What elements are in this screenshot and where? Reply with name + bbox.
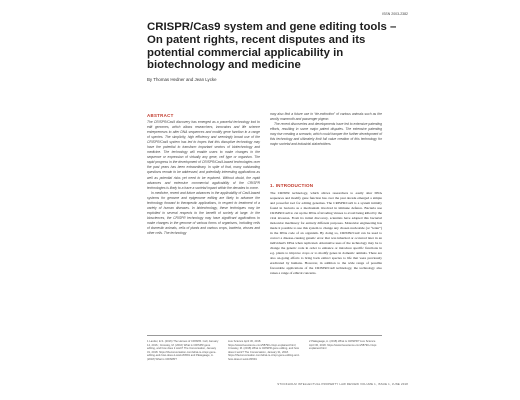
abstract-continued <box>270 112 382 147</box>
issn-label: ISSN 2003-2382 <box>382 12 408 16</box>
abstract-paragraph: In medicine, recent and future advances in the applicability of Cas9-based systems for genome and epigenome editing are likely to advance the technology forward to therapeutic applications, in respect to treatment of a variety of human diseases. In biotechnology, these techniques may be exploited in several respects to the benefit of society at large. In the biosciences, the CRISPR technology may have significant applications to make changes in the genome of various forms of organisms, including cells of domestic animals, cells of plants and various crops, bacteria, viruses and other cells. The technology <box>147 190 260 236</box>
running-footer: STOCKHOLM INTELLECTUAL PROPERTY LAW REVIEW VOLUME 1, ISSUE 1, JUNE 2018 <box>277 382 408 386</box>
introduction-heading: 1. INTRODUCTION <box>270 183 314 188</box>
footnote: 2 Pääsgaage, A. (2018) What is CRISPR? Live Science April 30, 2018. https://www.livescience.com/58790-crispr-explained.html <box>309 340 378 351</box>
footnote: Live Science April 30, 2018. https://www.livescience.com/58790-crispr-explained.html; Crossley, M. (2018) What is CRISPR gene editing, and how does it work? The Conversation, January 31, 2018. https://theconversation.com/what-is-crispr-gene-editing-and-how-does-it-work-84591 <box>228 340 300 361</box>
abstract-heading: ABSTRACT <box>147 113 174 118</box>
footnote-divider <box>147 335 382 336</box>
article-authors: By Thomas Hedner and Jean Lycke <box>147 77 217 82</box>
introduction-body <box>270 191 382 276</box>
abstract-paragraph: may also find a future use in “de-extinction” of various animals such as the woolly mammoth and passenger pigeon. <box>270 112 382 122</box>
abstract-paragraph: The recent discoveries and developments have led to extensive patenting efforts, resulting in some major patent disputes. The extensive patenting may rise creating a scenario, which could hamper the further development of this technology and ultimately limit full value creation of this technology for major societal and industrial stakeholders. <box>270 122 382 147</box>
article-title: CRISPR/Cas9 system and gene editing tools – On patent rights, recent disputes and its potential commercial applicability in biotechnology and medicine <box>147 21 397 72</box>
footnote: 1 Lander, E.S. (2016) The Heroes of CRISPR. Cell, January 14, 2016.; Crossley, M. (2016) What is CRISPR gene editing, and how does it work? The Conversation, January 31, 2018. https://theconversation.com/what-is-crispr-gene-editing-and-how-does-it-work-84591 and Pääsgaage, A. (2018) What is CRISPR? <box>147 340 219 361</box>
introduction-paragraph: The CRISPR technology, which allows researchers to easily alter DNA sequences and modify gene function has over the past decade emerged a simple and powerful tool for editing genomes. The CRISPR/Cas9 is a system initially found in bacteria as a mechanism involved in immune defence. Bacteria use CRISPR/Cas9 to cut up the DNA of invading viruses to avoid being killed by the viral invasion. From its initial discovery, scientists have adapted this bacterial molecular machinery for entirely different purposes. Molecular engineering has made it possible to use this system to change any chosen nucleotide (or “letter”) in the DNA code of an organism. By doing so, CRISPR/Cas9 can be used to correct a disease-causing genetic error that was inherited or occurred later in an individual's DNA when replicated. Alternative uses of the technology may be to change the genetic code in order to enhance or introduce specific functions in e.g. plants to improve crops or to modify genes in domestic animals. There are also on-going efforts to bring back extinct species to life that were previously eradicated by humans. However, in addition to the wide range of possible favourable applications of the CRISPR/Cas9 technology, the technology also raises a range of ethical concerns. <box>270 191 382 275</box>
abstract-body <box>147 120 260 236</box>
abstract-paragraph: The CRISPR/Cas9 discovery has emerged as a powerful technology tool to edit genomes, which allows researchers, innovators and life science entrepreneurs to alter DNA sequences and modify gene function in a range of species. The simplicity, high efficiency and seemingly broad use of the CRISPR/Cas9 system has led to hopes that this disruptive technology may have the potential to transform important sectors of biotechnology and medicine. The technology will enable users to make changes in the sequence or expression of virtually any gene, cell type or organism. The rapid progress in the development of CRISPR/Cas9-based technologies over the past years has been extraordinary. In spite of that, many outstanding questions remain to be addressed, and potentially interesting applications as well as potential risks yet need to be explored. Without doubt, the rapid advances and extensive commercial applicability of the CRISPR technologies is likely to a have a societal impact within the decades to come. <box>147 120 260 190</box>
